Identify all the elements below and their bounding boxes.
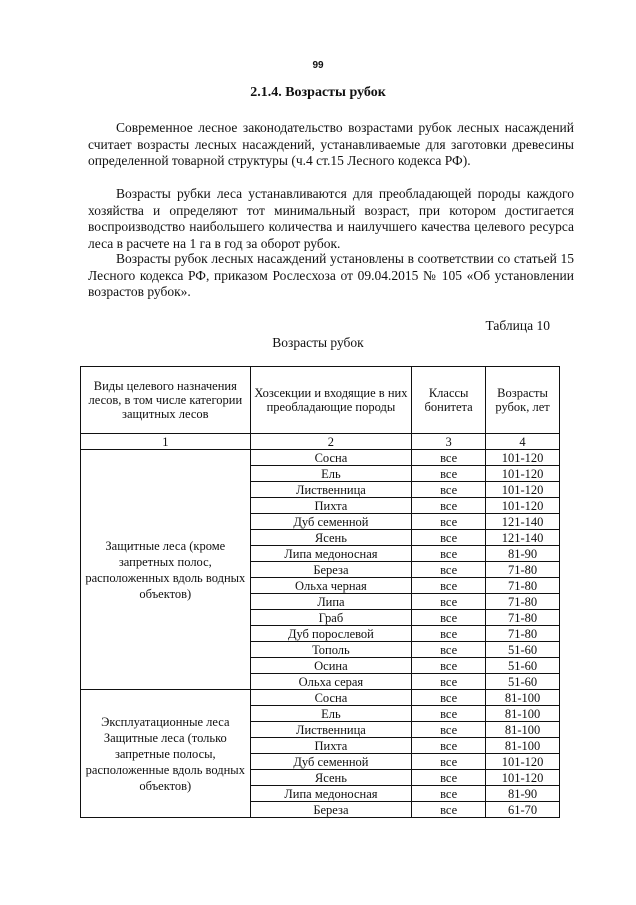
site-class-cell: все	[412, 466, 486, 482]
cutting-age-cell: 71-80	[486, 610, 560, 626]
header-species: Хозсекции и входящие в них преобладающие породы	[250, 367, 412, 434]
site-class-cell: все	[412, 578, 486, 594]
site-class-cell: все	[412, 530, 486, 546]
species-cell: Пихта	[250, 498, 412, 514]
table-caption: Возрасты рубок	[272, 335, 364, 350]
site-class-cell: все	[412, 770, 486, 786]
species-cell: Осина	[250, 658, 412, 674]
site-class-cell: все	[412, 514, 486, 530]
cutting-age-cell: 81-90	[486, 786, 560, 802]
paragraph: Современное лесное законодательство возрастами рубок лесных насаждений считает возрасты лесных насаждений, устанавливаемые для заготовки древесины определенной товарной структуры (ч.4 ст.15 Лесного кодекса РФ).	[88, 120, 574, 168]
species-cell: Береза	[250, 562, 412, 578]
species-cell: Дуб семенной	[250, 514, 412, 530]
cutting-age-cell: 71-80	[486, 562, 560, 578]
cutting-age-cell: 71-80	[486, 578, 560, 594]
site-class-cell: все	[412, 674, 486, 690]
site-class-cell: все	[412, 706, 486, 722]
site-class-cell: все	[412, 450, 486, 466]
species-cell: Сосна	[250, 450, 412, 466]
site-class-cell: все	[412, 658, 486, 674]
site-class-cell: все	[412, 626, 486, 642]
cutting-age-cell: 81-100	[486, 706, 560, 722]
species-cell: Граб	[250, 610, 412, 626]
table-row	[81, 690, 560, 706]
site-class-cell: все	[412, 498, 486, 514]
site-class-cell: все	[412, 738, 486, 754]
header-cutting-age: Возрасты рубок, лет	[486, 367, 560, 434]
column-number: 2	[250, 434, 412, 450]
table-header-row	[81, 367, 560, 434]
column-number: 3	[412, 434, 486, 450]
species-cell: Пихта	[250, 738, 412, 754]
column-number: 4	[486, 434, 560, 450]
cutting-age-cell: 51-60	[486, 642, 560, 658]
cutting-age-cell: 121-140	[486, 514, 560, 530]
table-number: Таблица 10	[485, 318, 550, 333]
cutting-age-cell: 81-100	[486, 738, 560, 754]
cutting-age-cell: 101-120	[486, 466, 560, 482]
table-row	[81, 450, 560, 466]
site-class-cell: все	[412, 562, 486, 578]
species-cell: Ясень	[250, 530, 412, 546]
site-class-cell: все	[412, 642, 486, 658]
species-cell: Дуб порослевой	[250, 626, 412, 642]
species-cell: Дуб семенной	[250, 754, 412, 770]
paragraph: Возрасты рубки леса устанавливаются для преобладающей породы каждого хозяйства и определяют тот минимальный возраст, при котором достигается воспроизводство наибольшего количества и наилучшего качества целевого ресурса леса в расчете на 1 га в год за оборот рубок.	[88, 186, 574, 251]
species-cell: Лиственница	[250, 722, 412, 738]
species-cell: Липа медоносная	[250, 786, 412, 802]
cutting-age-cell: 71-80	[486, 626, 560, 642]
site-class-cell: все	[412, 722, 486, 738]
cutting-age-cell: 51-60	[486, 674, 560, 690]
table-body	[81, 450, 560, 818]
species-cell: Ясень	[250, 770, 412, 786]
header-site-class: Классы бонитета	[412, 367, 486, 434]
forest-purpose-cell: Защитные леса (кроме запретных полос, расположенных вдоль водных объектов)	[81, 450, 251, 690]
page-number: 99	[312, 60, 324, 71]
site-class-cell: все	[412, 786, 486, 802]
cutting-age-cell: 81-100	[486, 690, 560, 706]
site-class-cell: все	[412, 754, 486, 770]
species-cell: Ель	[250, 466, 412, 482]
species-cell: Береза	[250, 802, 412, 818]
site-class-cell: все	[412, 690, 486, 706]
cutting-age-cell: 101-120	[486, 770, 560, 786]
site-class-cell: все	[412, 482, 486, 498]
cutting-age-cell: 51-60	[486, 658, 560, 674]
cutting-age-cell: 71-80	[486, 594, 560, 610]
site-class-cell: все	[412, 594, 486, 610]
cutting-age-cell: 101-120	[486, 754, 560, 770]
column-number-row	[81, 434, 560, 450]
species-cell: Лиственница	[250, 482, 412, 498]
section-heading: 2.1.4. Возрасты рубок	[250, 85, 386, 100]
column-number: 1	[81, 434, 251, 450]
species-cell: Липа медоносная	[250, 546, 412, 562]
cutting-age-cell: 81-90	[486, 546, 560, 562]
cutting-age-cell: 101-120	[486, 482, 560, 498]
species-cell: Ольха черная	[250, 578, 412, 594]
species-cell: Ель	[250, 706, 412, 722]
site-class-cell: все	[412, 802, 486, 818]
species-cell: Сосна	[250, 690, 412, 706]
forest-purpose-cell: Эксплуатационные леса Защитные леса (только запретные полосы, расположенные вдоль водных объектов)	[81, 690, 251, 818]
site-class-cell: все	[412, 610, 486, 626]
cutting-age-cell: 81-100	[486, 722, 560, 738]
cutting-ages-table	[80, 366, 560, 818]
header-forest-purpose: Виды целевого назначения лесов, в том числе категории защитных лесов	[81, 367, 251, 434]
species-cell: Тополь	[250, 642, 412, 658]
species-cell: Липа	[250, 594, 412, 610]
site-class-cell: все	[412, 546, 486, 562]
cutting-age-cell: 101-120	[486, 450, 560, 466]
paragraph: Возрасты рубок лесных насаждений установлены в соответствии со статьей 15 Лесного кодекса РФ, приказом Рослесхоза от 09.04.2015 № 105 «Об установлении возрастов рубок».	[88, 251, 574, 299]
cutting-age-cell: 121-140	[486, 530, 560, 546]
cutting-age-cell: 61-70	[486, 802, 560, 818]
species-cell: Ольха серая	[250, 674, 412, 690]
cutting-age-cell: 101-120	[486, 498, 560, 514]
